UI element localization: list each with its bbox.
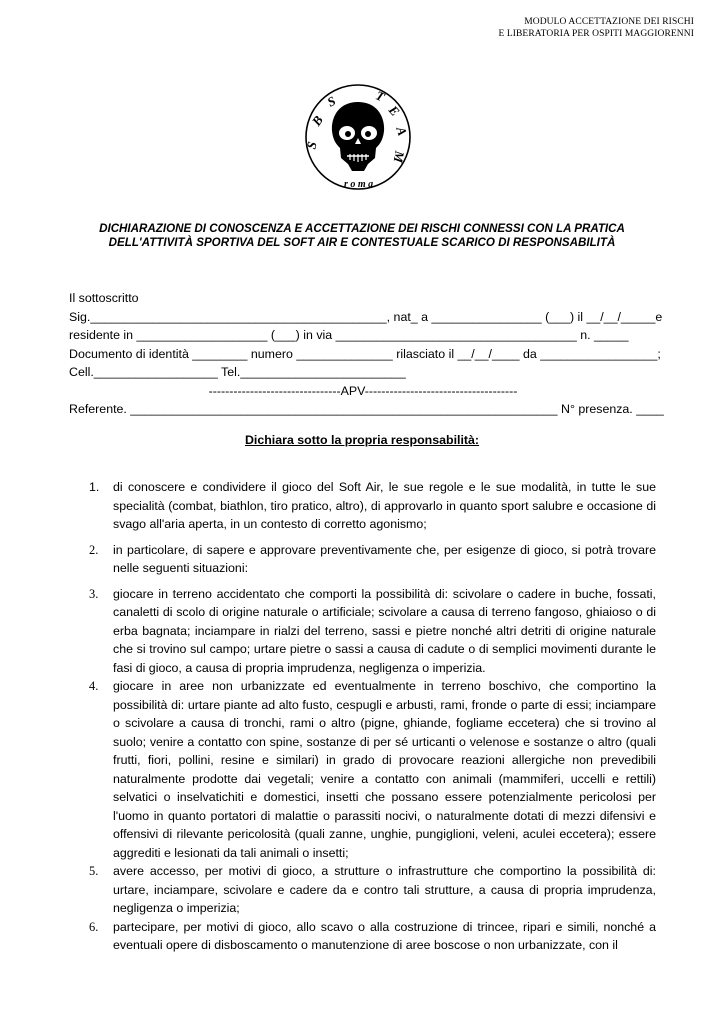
list-item bbox=[69, 585, 656, 678]
list-item bbox=[69, 918, 656, 955]
list-item-number: 2. bbox=[89, 542, 99, 557]
header-note bbox=[498, 16, 694, 40]
form-document-field[interactable]: Documento di identità ________ numero ______________ rilasciato il __/__/____ da _________________ bbox=[69, 346, 658, 361]
form-name-row-end: e bbox=[655, 309, 663, 324]
svg-text:S: S bbox=[303, 140, 320, 151]
svg-text:E: E bbox=[385, 102, 403, 119]
form-contact-row[interactable]: Cell.__________________ Tel.________________________ bbox=[69, 365, 406, 379]
svg-text:T: T bbox=[373, 87, 387, 105]
team-logo bbox=[298, 74, 418, 200]
title-line-1: DICHIARAZIONE DI CONOSCENZA E ACCETTAZIONE DEI RISCHI CONNESSI CON LA PRATICA bbox=[99, 222, 625, 235]
list-item-number: 6. bbox=[89, 919, 99, 934]
document-title bbox=[70, 222, 654, 250]
list-item-text: giocare in aree non urbanizzate ed eventualmente in terreno boschivo, che comportino la possibilità di: urtare piante ad alto fusto, cespugli e arbusti, rami, fronde o parte di essi; inciampare o scivolare a causa di tronchi, rami o altro (pigne, ghiande, fogliame eccetera) che si trovino al suolo; venire a contatto con spine, sostanze di per sé urticanti o velenose e sostanze o altro (quali frutti, fiori, pollini, resine e similari) in grado di provocare reazioni allergiche non prevedibili naturalmente prodotte dai vegetali; venire a contatto con animali (mammiferi, uccelli e rettili) selvatici o inselvatichiti e domestici, insetti che possano essere potenzialmente pericolosi per l'uomo in quanto portatori di malattie o parassiti nocivi, o naturalmente dotati di mezzi difensivi e offensivi di rilevante pericolosità (quali zanne, unghie, pungiglioni, veleni, aculei eccetera); essere aggrediti e lesionati da tali animali o insetti; bbox=[113, 679, 656, 860]
list-item-text: avere accesso, per motivi di gioco, a strutture o infrastrutture che comportino la possibilità di: urtare, inciampare, scivolare e cadere da e contro tali strutture, a causa di propria imprudenza, negligenza o imperizia; bbox=[113, 864, 656, 915]
form-referent-row[interactable]: Referente. ______________________________________________________________ N° presenza. ____ bbox=[69, 402, 664, 416]
list-item bbox=[69, 478, 656, 534]
header-note-line-1: MODULO ACCETTAZIONE DEI RISCHI bbox=[524, 17, 694, 27]
list-item-number: 5. bbox=[89, 864, 99, 878]
svg-text:B: B bbox=[308, 112, 326, 129]
svg-text:A: A bbox=[393, 124, 411, 138]
list-item-text: partecipare, per motivi di gioco, allo scavo o alla costruzione di trincee, ripari e simili, nonché a eventuali opere di disboscamento o manutenzione di aree boscose o non urbanizzate, con il bbox=[113, 919, 656, 952]
declaration-heading: Dichiara sotto la propria responsabilità: bbox=[244, 433, 480, 447]
form-name-row[interactable] bbox=[69, 308, 663, 327]
list-item bbox=[69, 862, 656, 918]
svg-text:M: M bbox=[390, 149, 408, 164]
list-item-number: 4. bbox=[89, 679, 99, 693]
form-document-row-end: ; bbox=[657, 346, 661, 361]
form-document-row[interactable] bbox=[69, 345, 661, 364]
list-item-text: giocare in terreno accidentato che comporti la possibilità di: scivolare o cadere in buche, fossati, canaletti di scolo di origine naturale o artificiale; scivolare a causa di terreno fangoso, ghiaioso o di erba bagnata; inciampare in rialzi del terreno, sassi e pietre nonché altri detriti di origine naturale che si trovino sul campo; urtare pietre o sassi a causa di cadute o di semplici movimenti durante le fasi di gioco, a causa di propria imprudenza, negligenza o imperizia. bbox=[113, 586, 656, 675]
list-item bbox=[69, 677, 656, 862]
form-intro: Il sottoscritto bbox=[69, 291, 139, 305]
title-line-2: DELL'ATTIVITÀ SPORTIVA DEL SOFT AIR E CONTESTUALE SCARICO DI RESPONSABILITÀ bbox=[108, 236, 616, 249]
svg-text:S: S bbox=[324, 92, 339, 110]
personal-data-form bbox=[69, 289, 664, 419]
form-apv-separator: --------------------------------APV------------------------------------- bbox=[208, 383, 518, 398]
list-item-number: 3. bbox=[89, 586, 99, 601]
list-item-number: 1. bbox=[89, 480, 100, 494]
form-residence-row[interactable]: residente in ___________________ (___) in via ___________________________________ n. _____ bbox=[69, 328, 629, 342]
list-item-text: in particolare, di sapere e approvare preventivamente che, per esigenze di gioco, si potrà trovare nelle seguenti situazioni: bbox=[113, 542, 656, 575]
list-item-text: di conoscere e condividere il gioco del Soft Air, le sue regole e le sue modalità, in tutte le sue specialità (combat, biathlon, tiro pratico, altro), di approvarlo in quanto sport salubre e occasione di svago all'aria aperta, in un contesto di corretto agonismo; bbox=[113, 480, 656, 531]
header-note-line-2: E LIBERATORIA PER OSPITI MAGGIORENNI bbox=[498, 29, 694, 39]
list-item bbox=[69, 541, 656, 578]
svg-text:r o m a: r o m a bbox=[344, 179, 374, 190]
declaration-list bbox=[69, 478, 656, 955]
skull-logo-icon bbox=[298, 74, 418, 200]
form-name-field[interactable]: Sig.___________________________________________, nat_ a ________________ (___) il __/__/_____ bbox=[69, 309, 656, 324]
